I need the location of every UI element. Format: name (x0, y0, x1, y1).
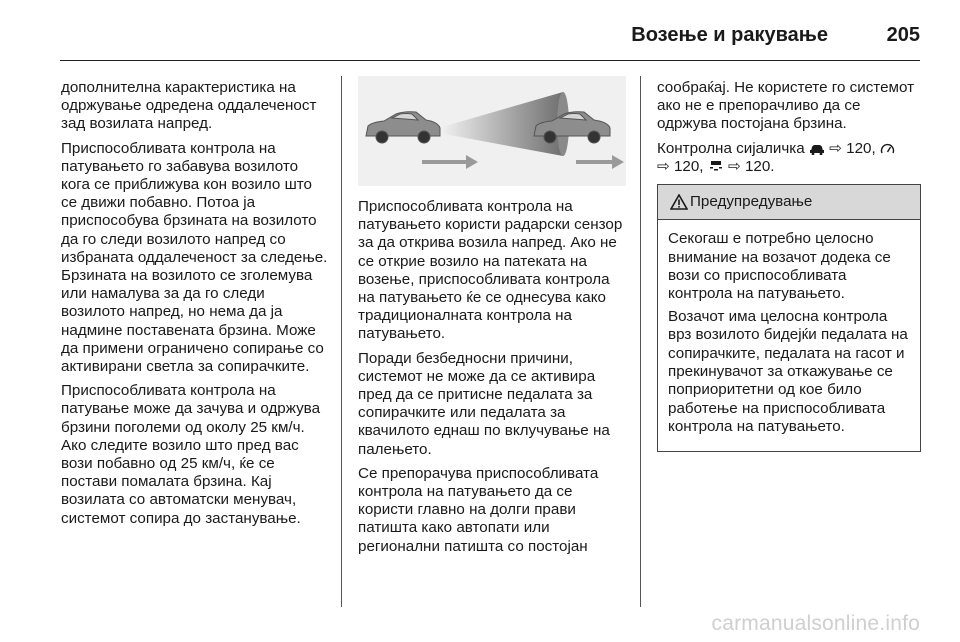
page-number: 205 (886, 24, 920, 46)
paragraph: Секогаш е потребно целосно внимание на возачот додека се вози со приспособливата контрола на патувањето. (668, 230, 891, 303)
paragraph: Возачот има целосна контрола врз возилото бидејќи педалата на сопирачките, педалата на гасот и прекинувачот за откажување се поприоритетни од кое било работење на приспособливата контрола на патувањето. (668, 307, 908, 436)
column-3 (657, 79, 922, 452)
control-light-line (657, 140, 922, 176)
page-ref: 120, (846, 139, 876, 157)
paragraph: дополнителна карактеристика на одржување одредена оддалеченост зад возилата напред. (61, 79, 317, 133)
cruise-car-icon (809, 142, 825, 155)
watermark-logo: carmanualsonline.info (711, 612, 920, 635)
paragraph: Приспособливата контрола на патувањето го забавува возилото кога се приближува кон возило што се движи побавно. Потоа ја приспособува брзината на возилото да го следи возилото напред со избраната оддалеченост за следење. Брзината на возилото се зголемува или намалува за да го следи возилото напред, но нема да ја надмине поставената брзина. Може да примени ограничено сопирање со активирани светла за сопирачките. (61, 139, 328, 376)
lights-label: Контролна сијаличка (657, 139, 805, 157)
reference-arrow-icon: ⇨ (829, 139, 842, 157)
column-1 (61, 79, 331, 534)
paragraph: сообраќај. Не користете го системот ако не е препорачливо да се одржува постојана брзина. (657, 79, 915, 133)
warning-triangle-icon (670, 194, 688, 210)
paragraph: Приспособливата контрола на патувањето користи радарски сензор за да открива возила напред. Ако не се открие возило на патеката на возење, приспособливата контрола на патувањето ќе се однесува како традиционалната контрола на патувањето. (358, 198, 623, 343)
page-ref: 120. (744, 157, 775, 175)
warning-body (658, 220, 920, 450)
column-2 (358, 76, 626, 562)
reference-arrow-icon: ⇨ (657, 157, 670, 175)
warning-box (657, 184, 921, 452)
header-title: Возење и ракување (631, 24, 828, 46)
column-divider (640, 76, 641, 607)
warning-title: Предупредување (690, 193, 813, 211)
paragraph: Се препорачува приспособливата контрола на патувањето да се користи главно на долги прави патишта како автопати или регионални патишта со постојан (358, 464, 599, 555)
paragraph: Поради безбедносни причини, системот не може да се активира пред да се притисне педалата за сопирачките или педалата за квачилото еднаш по вклучување на палењето. (358, 349, 610, 458)
speedometer-icon (880, 142, 895, 155)
page-header (60, 18, 920, 61)
column-divider (341, 76, 342, 607)
page-ref: 120, (673, 157, 704, 175)
distance-car-icon (708, 160, 724, 173)
radar-cars-illustration (358, 76, 626, 186)
reference-arrow-icon: ⇨ (728, 157, 741, 175)
warning-header (658, 185, 920, 220)
paragraph: Приспособливата контрола на патување може да зачува и одржува брзини поголеми од околу 25 км/ч. Ако следите возило што пред вас вози побавно од 25 км/ч, ќе се постави помалата брзина. Кај возилата со автоматски менувач, системот сопира до застанување. (61, 382, 321, 527)
